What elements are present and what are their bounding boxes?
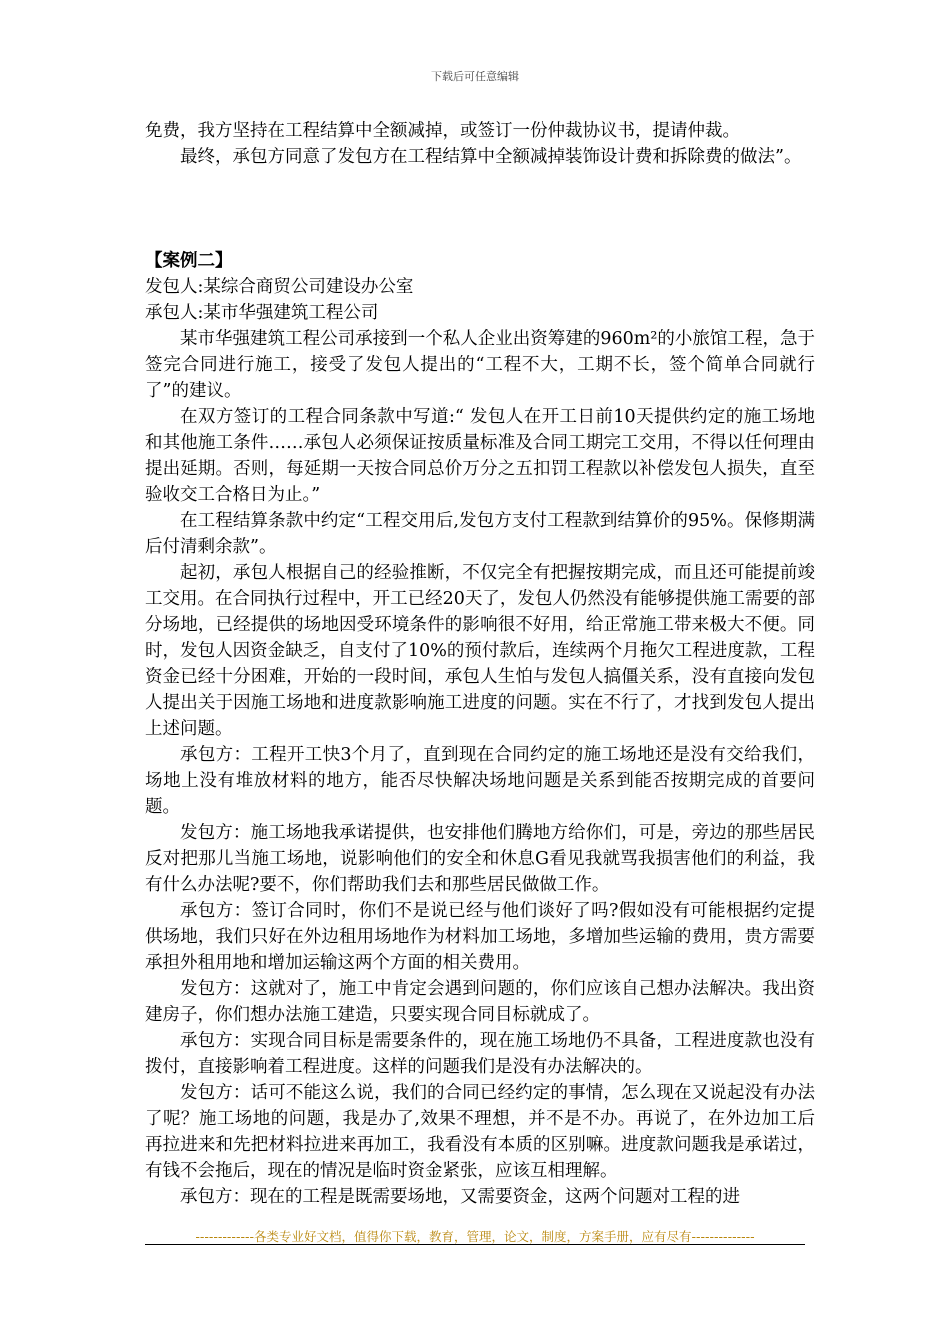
section-gap [145,170,815,248]
case-employer: 发包人:某综合商贸公司建设办公室 [145,277,414,297]
case-paragraph: 承包方：签订合同时，你们不是说已经与他们谈好了吗?假如没有可能根据约定提供场地，我们只好在外边租用场地作为材料加工场地，多增加些运输的费用，贵方需要承担外租用地和增加运输这两个方面的相关费用。 [145,901,815,973]
case-paragraph: 某市华强建筑工程公司承接到一个私人企业出资筹建的960m²的小旅馆工程，急于签完合同进行施工，接受了发包人提出的“工程不大，工期不长，签个简单合同就行了”的建议。 [145,329,815,401]
case-contractor: 承包人:某市华强建筑工程公司 [145,303,379,323]
case-paragraph: 承包方：工程开工快3个月了，直到现在合同约定的施工场地还是没有交给我们，场地上没有堆放材料的地方，能否尽快解决场地问题是关系到能否按期完成的首要问题。 [145,745,815,817]
case-paragraph: 发包方：话可不能这么说，我们的合同已经约定的事情，怎么现在又说起没有办法了呢？施工场地的问题，我是办了,效果不理想，并不是不办。再说了，在外边加工后再拉进来和先把材料拉进来再加工，我看没有本质的区别嘛。进度款问题我是承诺过，有钱不会拖后，现在的情况是临时资金紧张，应该互相理解。 [145,1083,815,1181]
footer-divider [145,1244,805,1245]
case-paragraph: 在双方签订的工程合同条款中写道:“ 发包人在开工日前10天提供约定的施工场地和其他施工条件……承包人必须保证按质量标准及合同工期完工交用，不得以任何理由提出延期。否则，每延期一天按合同总价万分之五扣罚工程款以补偿发包人损失，直至验收交工合格日为止。” [145,407,815,505]
case-paragraph: 发包方：这就对了，施工中肯定会遇到问题的，你们应该自己想办法解决。我出资建房子，你们想办法施工建造，只要实现合同目标就成了。 [145,979,815,1025]
document-body [145,118,815,1210]
case-paragraph: 起初，承包人根据自己的经验推断，不仅完全有把握按期完成，而且还可能提前竣工交用。在合同执行过程中，开工已经20天了，发包人仍然没有能够提供施工需要的部分场地，已经提供的场地因受环境条件的影响很不好用，给正常施工带来极大不便。同时，发包人因资金缺乏，自支付了10%的预付款后，连续两个月拖欠工程进度款，工程资金已经十分困难，开始的一段时间，承包人生怕与发包人搞僵关系，没有直接向发包人提出关于因施工场地和进度款影响施工进度的问题。实在不行了，才找到发包人提出上述问题。 [145,563,815,739]
intro-paragraph-2: 最终，承包方同意了发包方在工程结算中全额减掉装饰设计费和拆除费的做法”。 [180,147,802,167]
case-title: 【案例二】 [145,251,233,271]
case-paragraph: 承包方：实现合同目标是需要条件的，现在施工场地仍不具备，工程进度款也没有拨付，直接影响着工程进度。这样的问题我们是没有办法解决的。 [145,1031,815,1077]
case-paragraph: 在工程结算条款中约定“工程交用后,发包方支付工程款到结算价的95%。保修期满后付清剩余款”。 [145,511,815,557]
case-paragraph: 承包方：现在的工程是既需要场地，又需要资金，这两个问题对工程的进 [180,1187,740,1207]
case-paragraph: 发包方：施工场地我承诺提供，也安排他们腾地方给你们，可是，旁边的那些居民反对把那儿当施工场地，说影响他们的安全和休息G看见我就骂我损害他们的利益，我有什么办法呢?要不，你们帮助我们去和那些居民做做工作。 [145,823,815,895]
page-header: 下载后可任意编辑 [431,70,519,83]
intro-paragraph-1: 免费，我方坚持在工程结算中全额减掉，或签订一份仲裁协议书，提请仲裁。 [145,121,740,141]
page-footer: -------------各类专业好文档，值得你下载，教育，管理，论文，制度，方案手册，应有尽有-------------- [195,1229,755,1244]
